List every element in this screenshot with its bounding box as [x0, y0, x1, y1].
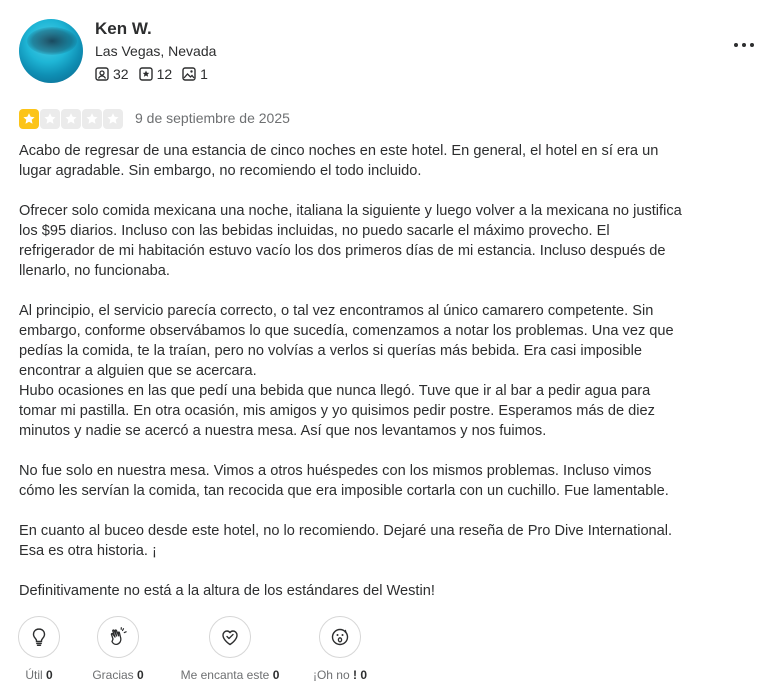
- stat-reviews-value: 32: [113, 66, 129, 82]
- lightbulb-icon: [28, 626, 50, 648]
- shocked-face-icon: [329, 626, 351, 648]
- avatar[interactable]: [19, 19, 83, 83]
- more-dot-icon: [750, 43, 754, 47]
- review-paragraph: Definitivamente no está a la altura de los estándares del Westin!: [19, 583, 435, 599]
- reaction-thanks-button[interactable]: [97, 616, 139, 658]
- stat-helpful: [139, 66, 173, 82]
- reaction-love-label: Me encanta este 0: [180, 668, 280, 682]
- more-dot-icon: [742, 43, 746, 47]
- reaction-thanks-label: Gracias 0: [92, 668, 144, 682]
- star-empty-icon: [103, 109, 123, 129]
- reaction-useful-label: Útil 0: [25, 668, 53, 682]
- review-paragraph: No fue solo en nuestra mesa. Vimos a otros huéspedes con los mismos problemas. Incluso vimos cómo les servían la comida, tan recocida que era imposible cortarla con un cuchillo. Fue lamentable.: [19, 463, 669, 499]
- star-rating: [19, 109, 124, 129]
- reaction-love[interactable]: [180, 616, 280, 682]
- reviewer-location: Las Vegas, Nevada: [95, 43, 217, 59]
- helpful-votes-icon: [139, 67, 153, 81]
- reviews-icon: [95, 67, 109, 81]
- star-empty-icon: [61, 109, 81, 129]
- more-dot-icon: [734, 43, 738, 47]
- more-options-button[interactable]: [732, 30, 756, 53]
- heart-icon: [219, 626, 241, 648]
- review-paragraph: Acabo de regresar de una estancia de cinco noches en este hotel. En general, el hotel en sí era un lugar agradable. Sin embargo, no recomiendo el todo incluido.: [19, 143, 659, 179]
- review-paragraph: Ofrecer solo comida mexicana una noche, italiana la siguiente y luego volver a la mexicana no justifica los $95 diarios. Incluso con las bebidas incluidas, no puedo sacarle el máximo provecho. El refrigerador de mi habitación estuvo vacío los dos primeros días de mi estancia. Incluso después de llenarlo, no funcionaba.: [19, 203, 682, 279]
- reaction-useful-button[interactable]: [18, 616, 60, 658]
- reaction-oh-no-label: ¡Oh no ! 0: [312, 668, 368, 682]
- review-paragraph: Al principio, el servicio parecía correcto, o tal vez encontramos al único camarero competente. Sin embargo, conforme observábamos lo que sucedía, comenzamos a notar los problemas. Una vez que pedías la comida, te la traían, pero no volvías a verlos si querías más bebida. Era casi imposible encontrar a alguien que se acercara. Hubo ocasiones en las que pedí una bebida que nunca llegó. Tuve que ir al bar a pedir agua para tomar mi pastilla. En otra ocasión, mis amigos y yo quisimos pedir postre. Esperamos más de diez minutos y nadie se acercó a nuestra mesa. Así que nos levantamos y nos fuimos.: [19, 303, 674, 439]
- stat-reviews: [95, 66, 129, 82]
- stat-helpful-value: 12: [156, 66, 173, 82]
- clapping-hands-icon: [107, 626, 129, 648]
- stat-photos: [182, 66, 208, 82]
- reaction-thanks[interactable]: [92, 616, 144, 682]
- reaction-oh-no-button[interactable]: [319, 616, 361, 658]
- star-filled-icon: [19, 109, 39, 129]
- review-date: 9 de septiembre de 2025: [135, 110, 290, 126]
- photos-icon: [182, 67, 196, 81]
- reaction-oh-no[interactable]: [312, 616, 368, 682]
- stat-photos-value: 1: [200, 66, 208, 82]
- reaction-useful[interactable]: [19, 616, 59, 682]
- review-body: [19, 141, 689, 621]
- reviewer-name[interactable]: Ken W.: [95, 19, 152, 38]
- review-paragraph: En cuanto al buceo desde este hotel, no lo recomiendo. Dejaré una reseña de Pro Dive International. Esa es otra historia. ¡: [19, 523, 673, 559]
- reaction-bar: [19, 616, 399, 686]
- star-empty-icon: [40, 109, 60, 129]
- reviewer-stats: [95, 66, 218, 82]
- star-empty-icon: [82, 109, 102, 129]
- reaction-love-button[interactable]: [209, 616, 251, 658]
